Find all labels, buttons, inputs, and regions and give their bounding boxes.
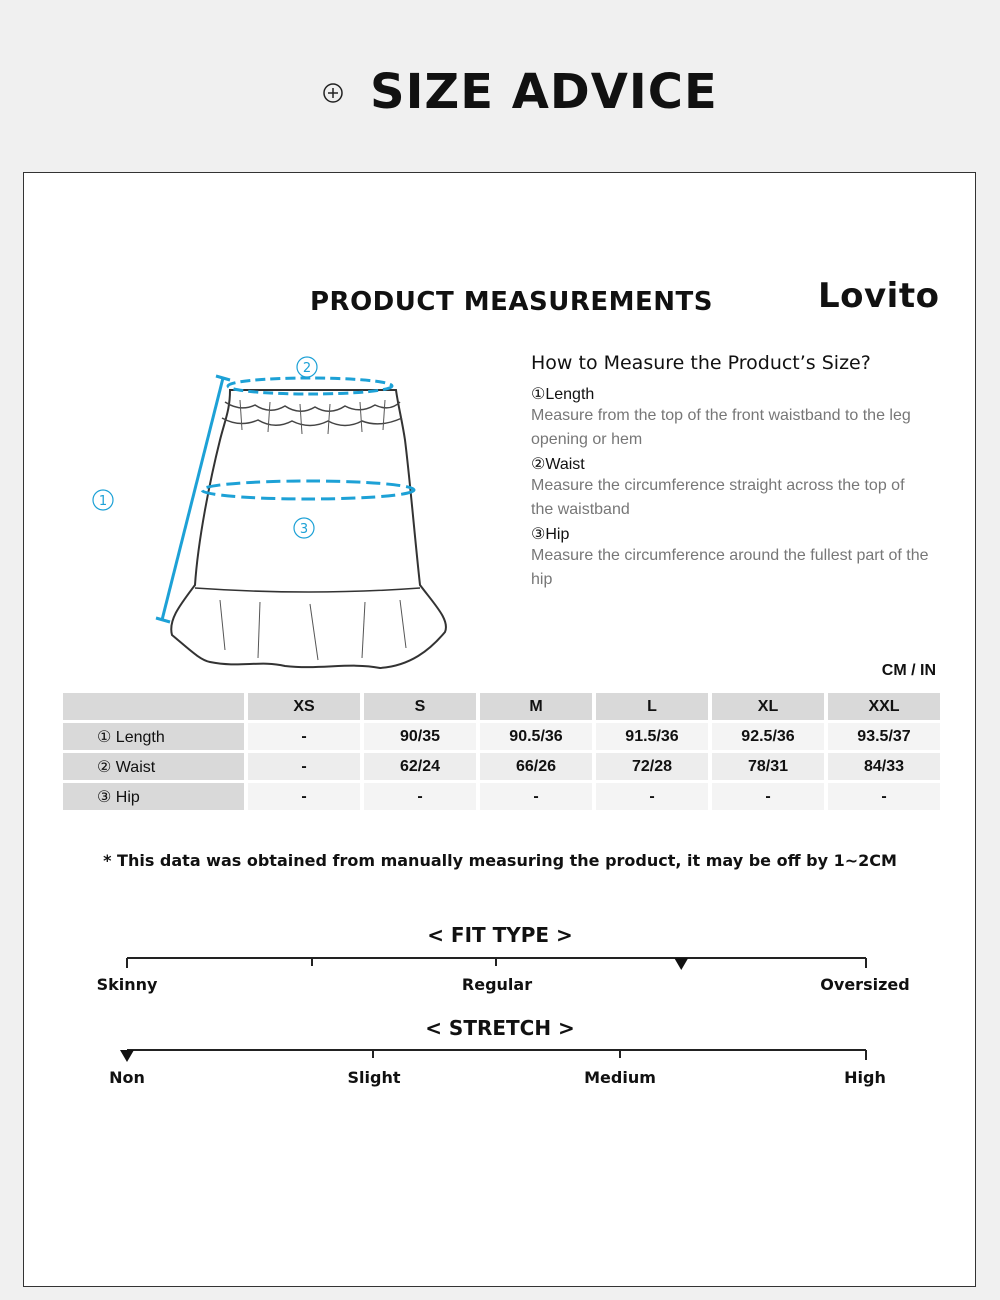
hip-title: ③Hip — [531, 526, 570, 543]
table-row — [63, 753, 940, 780]
fit-type-marker — [674, 958, 688, 970]
howto-heading: How to Measure the Product’s Size? — [531, 352, 871, 374]
table-cell: 90/35 — [364, 723, 476, 750]
plus-circle-icon — [322, 82, 344, 104]
stretch-label-slight: Slight — [347, 1068, 401, 1087]
length-label — [93, 490, 113, 510]
table-corner — [63, 693, 244, 720]
length-description: Measure from the top of the front waistband to the leg opening or hem — [531, 407, 911, 448]
stretch-label-non: Non — [109, 1068, 145, 1087]
table-cell: 66/26 — [480, 753, 592, 780]
column-header: M — [480, 693, 592, 720]
table-cell: - — [480, 783, 592, 810]
units-label: CM / IN — [881, 662, 936, 679]
table-cell: 90.5/36 — [480, 723, 592, 750]
table-cell: 78/31 — [712, 753, 824, 780]
table-cell: - — [248, 783, 360, 810]
measurement-note: * This data was obtained from manually measuring the product, it may be off by 1~2CM — [103, 851, 897, 870]
column-header: XS — [248, 693, 360, 720]
fit-label-oversized: Oversized — [820, 975, 910, 994]
svg-text:3: 3 — [299, 522, 309, 537]
row-label: ① Length — [63, 723, 244, 750]
stretch-title: < STRETCH > — [425, 1016, 575, 1040]
page-header — [0, 0, 1000, 172]
table-cell: 93.5/37 — [828, 723, 940, 750]
how-to-measure — [531, 352, 931, 594]
skirt-diagram — [80, 350, 480, 680]
table-cell: 91.5/36 — [596, 723, 708, 750]
table-cell: 84/33 — [828, 753, 940, 780]
table-cell: 62/24 — [364, 753, 476, 780]
svg-text:2: 2 — [302, 361, 312, 376]
table-cell: 92.5/36 — [712, 723, 824, 750]
waist-label — [297, 357, 317, 377]
length-title: ①Length — [531, 386, 595, 403]
column-header: S — [364, 693, 476, 720]
table-cell: - — [596, 783, 708, 810]
row-label: ② Waist — [63, 753, 244, 780]
hip-description: Measure the circumference around the fullest part of the hip — [531, 547, 929, 588]
table-cell: - — [248, 753, 360, 780]
table-cell: 72/28 — [596, 753, 708, 780]
fit-type-title: < FIT TYPE > — [427, 923, 573, 947]
waist-description: Measure the circumference straight across the top of the waistband — [531, 477, 905, 518]
column-header: XL — [712, 693, 824, 720]
page-title: SIZE ADVICE — [370, 64, 718, 120]
column-header: XXL — [828, 693, 940, 720]
row-label: ③ Hip — [63, 783, 244, 810]
section-title: PRODUCT MEASUREMENTS — [310, 287, 713, 317]
fit-label-skinny: Skinny — [96, 975, 158, 994]
waist-title: ②Waist — [531, 456, 585, 473]
table-cell: - — [364, 783, 476, 810]
table-header-row — [63, 693, 940, 720]
stretch-label-medium: Medium — [584, 1068, 656, 1087]
brand-logo: Lovito — [818, 276, 940, 316]
table-row — [63, 723, 940, 750]
fit-label-regular: Regular — [461, 975, 533, 994]
table-cell: - — [248, 723, 360, 750]
table-cell: - — [712, 783, 824, 810]
table-row — [63, 783, 940, 810]
stretch-marker — [120, 1050, 134, 1062]
column-header: L — [596, 693, 708, 720]
size-table — [59, 690, 944, 813]
stretch-label-high: High — [844, 1068, 886, 1087]
table-cell: - — [828, 783, 940, 810]
svg-text:1: 1 — [98, 494, 108, 509]
